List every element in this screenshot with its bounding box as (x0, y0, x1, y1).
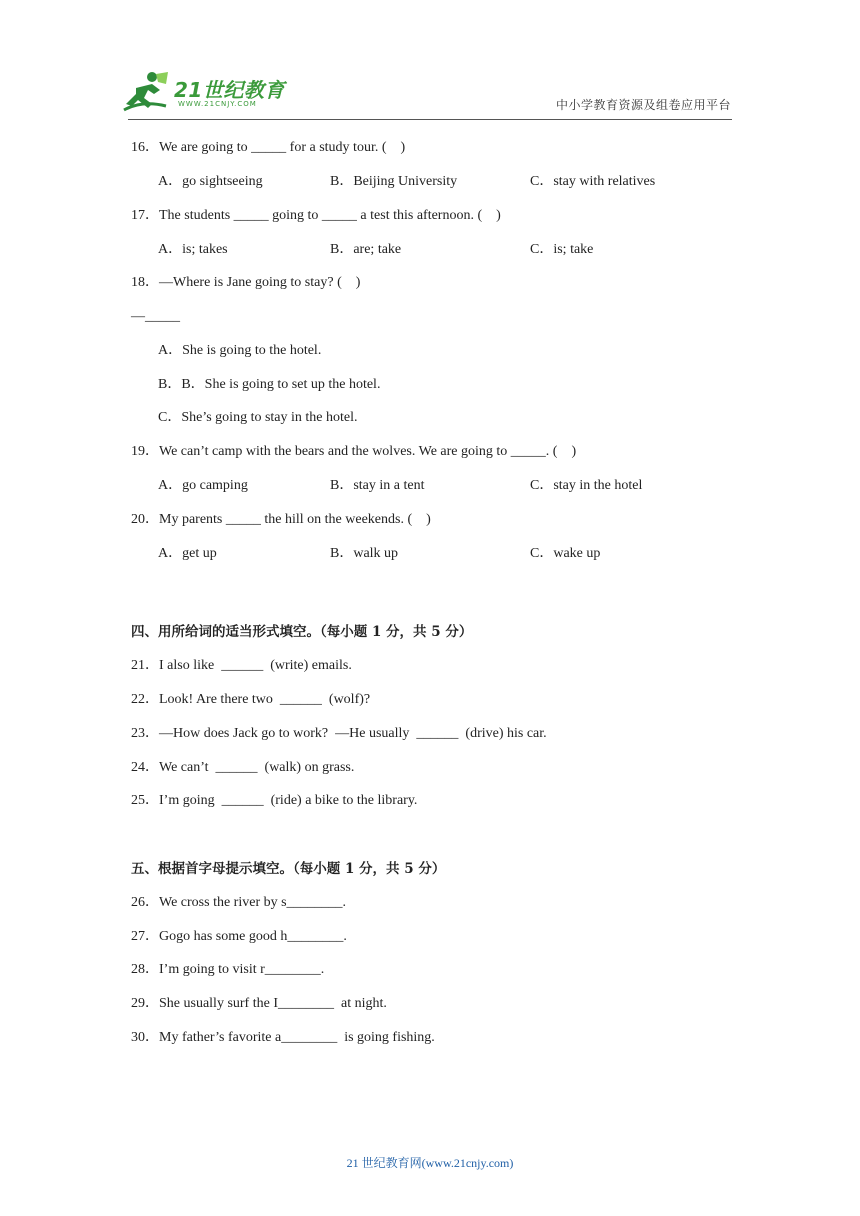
question-19: 19．We can’t camp with the bears and the wolves. We are going to _____. ( ) (131, 444, 577, 459)
q17-option-c: C．is; take (530, 242, 594, 257)
q17-option-a: A．is; takes (158, 242, 228, 257)
question-27: 27．Gogo has some good h________. (131, 929, 347, 944)
question-22: 22．Look! Are there two ______ (wolf)? (131, 692, 371, 707)
question-30: 30．My father’s favorite a________ is going fishing. (131, 1030, 435, 1045)
q16-option-c: C．stay with relatives (530, 174, 656, 189)
question-26: 26．We cross the river by s________. (131, 895, 347, 910)
header-divider (128, 119, 732, 120)
question-24: 24．We can’t ______ (walk) on grass. (131, 760, 355, 775)
q17-option-b: B．are; take (330, 242, 402, 257)
question-28: 28．I’m going to visit r________. (131, 962, 325, 977)
logo-text: 21世纪教育 (174, 78, 285, 102)
q19-option-c: C．stay in the hotel (530, 478, 643, 493)
page-header (0, 0, 860, 125)
section-4-title: 四、用所给词的适当形式填空。（每小题 1 分，共 5 分） (131, 624, 473, 640)
q16-option-a: A．go sightseeing (158, 174, 263, 189)
question-23: 23．—How does Jack go to work? —He usually ______ (drive) his car. (131, 726, 547, 741)
question-29: 29．She usually surf the I________ at night. (131, 996, 387, 1011)
q19-option-a: A．go camping (158, 478, 248, 493)
question-18: 18．—Where is Jane going to stay? ( ) (131, 275, 361, 290)
q20-option-a: A．get up (158, 546, 217, 561)
q16-option-b: B．Beijing University (330, 174, 458, 189)
logo (122, 70, 292, 114)
q18-option-a: A．She is going to the hotel. (158, 343, 322, 358)
logo-url: WWW.21CNJY.COM (178, 100, 257, 108)
q20-option-b: B．walk up (330, 546, 399, 561)
runner-logo-icon (122, 70, 172, 114)
question-16: 16．We are going to _____ for a study tour. ( ) (131, 140, 406, 155)
question-17: 17．The students _____ going to _____ a test this afternoon. ( ) (131, 208, 501, 223)
question-25: 25．I’m going ______ (ride) a bike to the library. (131, 793, 418, 808)
question-21: 21．I also like ______ (write) emails. (131, 658, 352, 673)
footer-link[interactable]: 21 世纪教育网(www.21cnjy.com) (346, 1156, 514, 1170)
q19-option-b: B．stay in a tent (330, 478, 425, 493)
section-5-title: 五、根据首字母提示填空。（每小题 1 分，共 5 分） (131, 861, 446, 877)
header-tagline: 中小学教育资源及组卷应用平台 (555, 98, 731, 112)
q18-option-b: B．B．She is going to set up the hotel. (158, 377, 381, 392)
q18-answer-line: —_____ (131, 309, 180, 324)
q18-option-c: C．She’s going to stay in the hotel. (158, 410, 358, 425)
question-20: 20．My parents _____ the hill on the weekends. ( ) (131, 512, 431, 527)
q20-option-c: C．wake up (530, 546, 601, 561)
